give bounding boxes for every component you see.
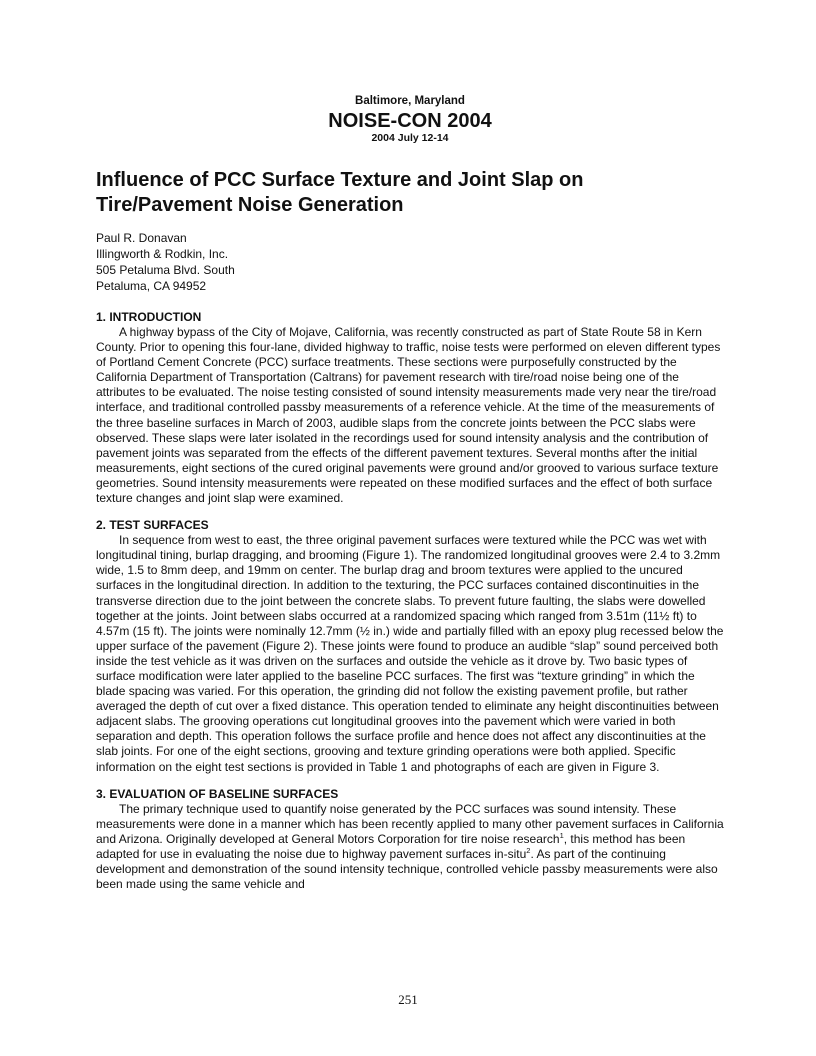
author-name: Paul R. Donavan [96,231,187,245]
author-address-line-1: 505 Petaluma Blvd. South [96,263,235,277]
conference-date: 2004 July 12-14 [371,132,449,144]
paper-page [96,94,724,892]
section-body [96,802,724,893]
paper-title: Influence of PCC Surface Texture and Joint Slap on Tire/Pavement Noise Generation [96,169,584,216]
body-text: The primary technique used to quantify noise generated by the PCC surfaces was sound intensity. These measurements were done in a manner which has been recently applied to many other pavement surfaces in California and Arizona. Originally developed at General Motors Corporation for tire noise research [96,801,724,846]
section-body: In sequence from west to east, the three original pavement surfaces were textured while the PCC was wet with longitudinal tining, burlap dragging, and brooming (Figure 1). The randomized longitudinal grooves were 2.4 to 3.2mm wide, 1.5 to 8mm deep, and 19mm on center. The burlap drag and broom textures were applied to the uncured surfaces in the longitudinal direction. In addition to the texturing, the PCC surfaces contained discontinuities in the transverse direction due to the joint between the concrete slabs. To prevent future faulting, the slabs were dowelled together at the joints. Joint between slabs occurred at a randomized spacing which ranged from 3.51m (11½ ft) to 4.57m (15 ft). The joints were nominally 12.7mm (½ in.) wide and partially filled with an epoxy plug recessed below the upper surface of the pavement (Figure 2). These joints were found to produce an audible “slap” sound perceived both inside the test vehicle as it was driven on the surfaces and outside the vehicle as it drove by. Two basic types of surface modification were later applied to the baseline PCC surfaces. The first was “texture grinding” in which the blade spacing was varied. For this operation, the grinding did not follow the existing pavement profile, but rather averaged the depth of cut over a fixed distance. This operation tended to eliminate any height discontinuities between adjacent slabs. The grooving operations cut longitudinal grooves into the pavement which were varied in both separation and depth. This operation follows the surface profile and hence does not affect any discontinuities at the slab joints. For one of the eight sections, grooving and texture grinding operations were both applied. Specific information on the eight test sections is provided in Table 1 and photographs of each are given in Figure 3. [96,533,724,774]
body-text: , this method has been adapted for use in evaluating the noise due to highway pavement surfaces in-situ [96,831,686,861]
section-body: A highway bypass of the City of Mojave, California, was recently constructed as part of State Route 58 in Kern County. Prior to opening this four-lane, divided highway to traffic, noise tests were performed on eleven different types of Portland Cement Concrete (PCC) surface treatments. These sections were purposefully constructed by the California Department of Transportation (Caltrans) for pavement research with tire/road noise being one of the attributes to be evaluated. The noise testing consisted of sound intensity measurements made very near the tire/road interface, and traditional controlled passby measurements of a reference vehicle. At the time of the measurements of the three baseline surfaces in March of 2003, audible slaps from the concrete joints between the PCC slabs were observed. These slaps were later isolated in the recordings used for sound intensity analysis and the contribution of pavement joints was separated from the effects of the different pavement textures. Several months after the initial measurements, eight sections of the cured original pavements were ground and/or grooved to various surface texture geometries. Sound intensity measurements were repeated on these modified surfaces and the effect of both surface texture changes and joint slap were examined. [96,325,721,506]
section-heading: 2. TEST SURFACES [96,518,209,533]
section-test-surfaces [96,518,724,775]
section-evaluation-baseline [96,787,724,893]
conference-name: NOISE-CON 2004 [328,110,492,132]
author-block [96,230,724,294]
reference-marker: 1 [559,830,564,840]
section-heading: 1. INTRODUCTION [96,310,202,324]
body-text: . As part of the continuing development and demonstration of the sound intensity technique, controlled vehicle passby measurements were also been made using the same vehicle and [96,846,718,892]
author-organization: Illingworth & Rodkin, Inc. [96,247,229,261]
section-introduction [96,310,724,506]
conference-header [96,94,724,145]
author-address-line-2: Petaluma, CA 94952 [96,279,207,293]
page-number: 251 [398,992,418,1007]
section-heading: 3. EVALUATION OF BASELINE SURFACES [96,786,339,801]
reference-marker: 2 [526,845,531,855]
conference-location: Baltimore, Maryland [355,95,465,107]
